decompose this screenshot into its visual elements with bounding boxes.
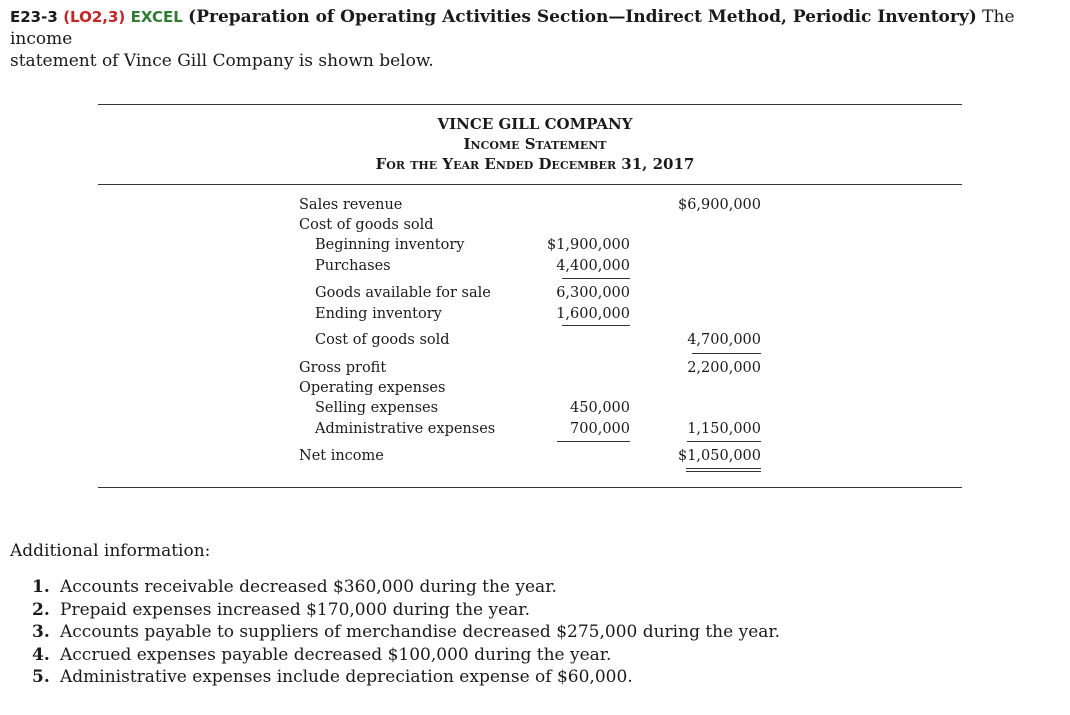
list-item: 3. Accounts payable to suppliers of merchandise decreased $275,000 during the year. [32,622,781,642]
purchases-label: Purchases [315,258,391,274]
admin-expenses-underline [557,441,630,442]
list-item: 1. Accounts receivable decreased $360,000 during the year. [32,577,557,597]
gross-profit-value: 2,200,000 [687,360,761,376]
statement-top-rule [98,104,962,105]
statement-header-rule [98,184,962,185]
administrative-expenses-value: 700,000 [570,421,630,437]
net-income-value: $1,050,000 [677,448,761,464]
statement-name: Income Statement [463,135,607,153]
administrative-expenses-label: Administrative expenses [315,421,496,437]
cogs-header: Cost of goods sold [299,217,434,233]
net-income-double-underline [686,468,761,472]
operating-expenses-header: Operating expenses [299,380,446,396]
ending-inventory-underline [562,325,630,326]
list-item: 5. Administrative expenses include depreciation expense of $60,000. [32,667,633,687]
list-item: 4. Accrued expenses payable decreased $100,000 during the year. [32,644,612,665]
purchases-underline [562,278,630,279]
company-name: VINCE GILL COMPANY [437,115,633,133]
cogs-underline [692,353,761,354]
ending-inventory-value: 1,600,000 [556,306,630,322]
problem-title: (Preparation of Operating Activities Section—Indirect Method, Periodic Inventory) [188,7,977,27]
selling-expenses-value: 450,000 [570,400,630,416]
additional-info-title: Additional information: [10,541,211,561]
list-item: 2. Prepaid expenses increased $170,000 during the year. [32,599,530,620]
goods-available-value: 6,300,000 [556,285,630,301]
problem-header [10,6,1060,72]
operating-expenses-total: 1,150,000 [687,421,761,437]
sales-revenue-value: $6,900,000 [677,197,761,213]
beginning-inventory-value: $1,900,000 [546,237,630,253]
statement-period: For the Year Ended December 31, 2017 [375,155,695,173]
problem-code: E23-3 [10,8,58,26]
selling-expenses-label: Selling expenses [315,400,439,416]
statement-bottom-rule [98,487,962,488]
cost-of-goods-sold-value: 4,700,000 [687,332,761,348]
intro-text-2: statement of Vince Gill Company is shown below. [10,51,434,71]
ending-inventory-label: Ending inventory [315,306,442,322]
opex-total-underline [687,441,761,442]
sales-revenue-label: Sales revenue [299,197,403,213]
additional-info-list [32,576,780,689]
learning-objectives: (LO2,3) [63,8,126,26]
goods-available-label: Goods available for sale [315,285,491,301]
beginning-inventory-label: Beginning inventory [315,237,465,253]
excel-tag: EXCEL [130,8,183,26]
purchases-value: 4,400,000 [556,258,630,274]
cost-of-goods-sold-label: Cost of goods sold [315,332,450,348]
net-income-label: Net income [299,448,384,464]
intro-text-1: The income [10,7,1015,49]
gross-profit-label: Gross profit [299,360,387,376]
